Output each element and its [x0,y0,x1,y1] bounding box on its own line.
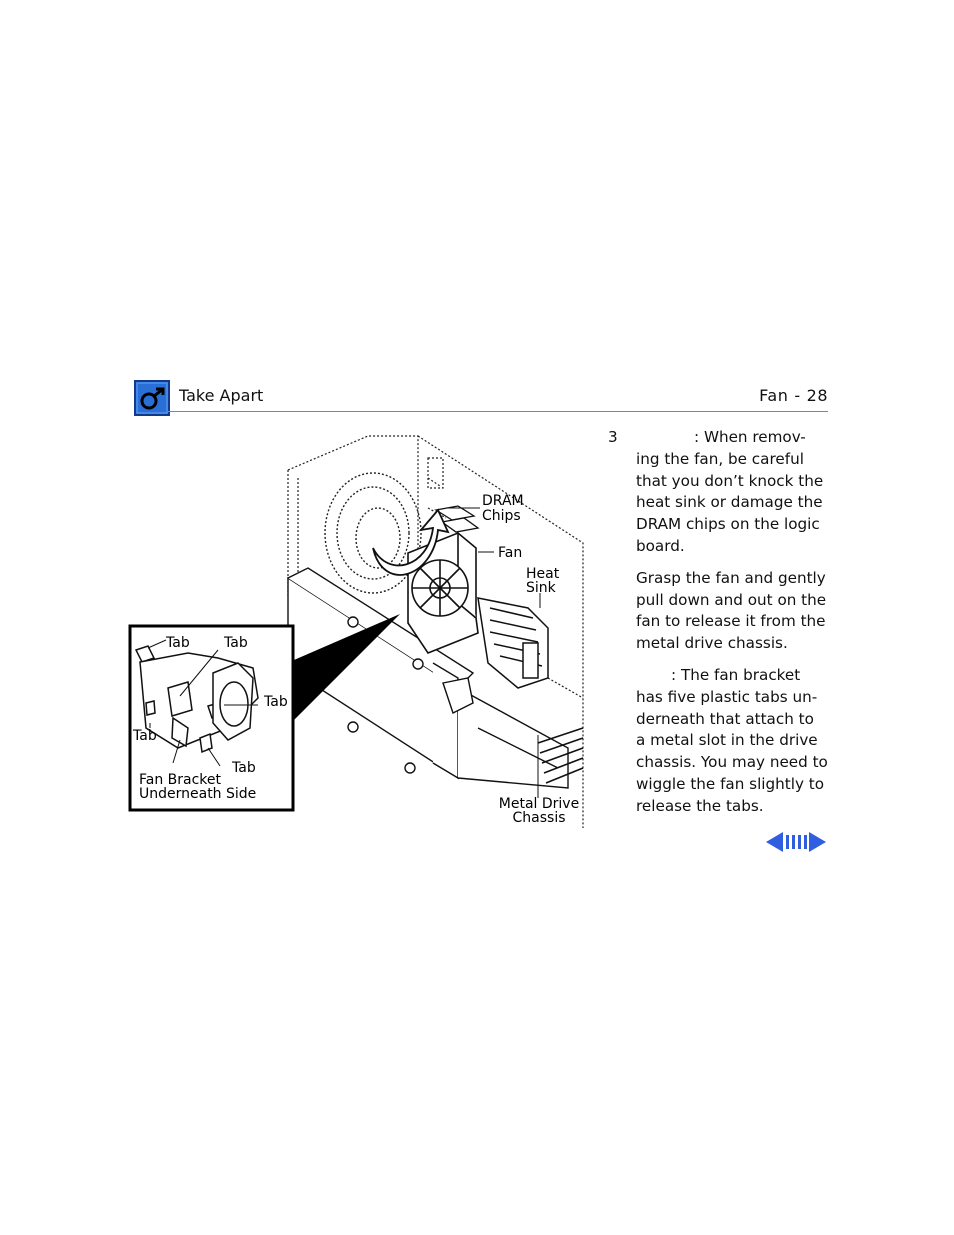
instruction-paragraph: Grasp the fan and gently pull down and out on the fan to release it from the metal drive chassis. [636,568,827,653]
page-reference [759,386,828,405]
inset-tab-3: Tab [264,694,288,710]
caution-paragraph: : When remov-ing the fan, be careful that you don’t knock the heat sink or damage the DRAM chips on the logic board. [636,428,824,555]
label-dram-1: DRAM [482,493,524,509]
page-separator: - [794,386,801,405]
section-title: Take Apart [179,386,264,405]
page-header [132,378,828,412]
label-dram-2: Chips [482,508,521,524]
inset-tab-1: Tab [166,635,190,651]
header-rule [168,411,828,412]
inset-caption-1: Fan Bracket [139,772,222,788]
step-number: 3 [608,428,618,446]
page-navigation [764,830,828,854]
forward-arrow-icon[interactable] [809,832,826,852]
page-number: 28 [806,386,828,405]
inset-caption-2: Underneath Side [139,786,257,802]
heat-sink [478,598,548,688]
inset-tab-2: Tab [224,635,248,651]
fan-bracket-inset [130,626,293,810]
page-index-icon[interactable] [786,835,807,849]
label-heat-1: Heat [526,566,560,582]
label-fan: Fan [498,545,523,561]
label-metal-2: Chassis [512,810,566,826]
label-metal-1: Metal Drive [498,796,580,812]
inset-tab-5: Tab [232,760,256,776]
fan-removal-illustration [128,428,590,828]
back-arrow-icon[interactable] [766,832,783,852]
fan [408,533,478,653]
mac-logo-icon [134,380,170,416]
inset-tab-4: Tab [133,728,157,744]
page-label: Fan [759,386,789,405]
instruction-text [603,427,828,828]
note-paragraph: : The fan bracket has five plastic tabs un-derneath that attach to a metal slot in the drive chassis. You may need to wiggle the fan slightly to release the tabs. [636,665,828,815]
label-heat-2: Sink [526,580,556,596]
